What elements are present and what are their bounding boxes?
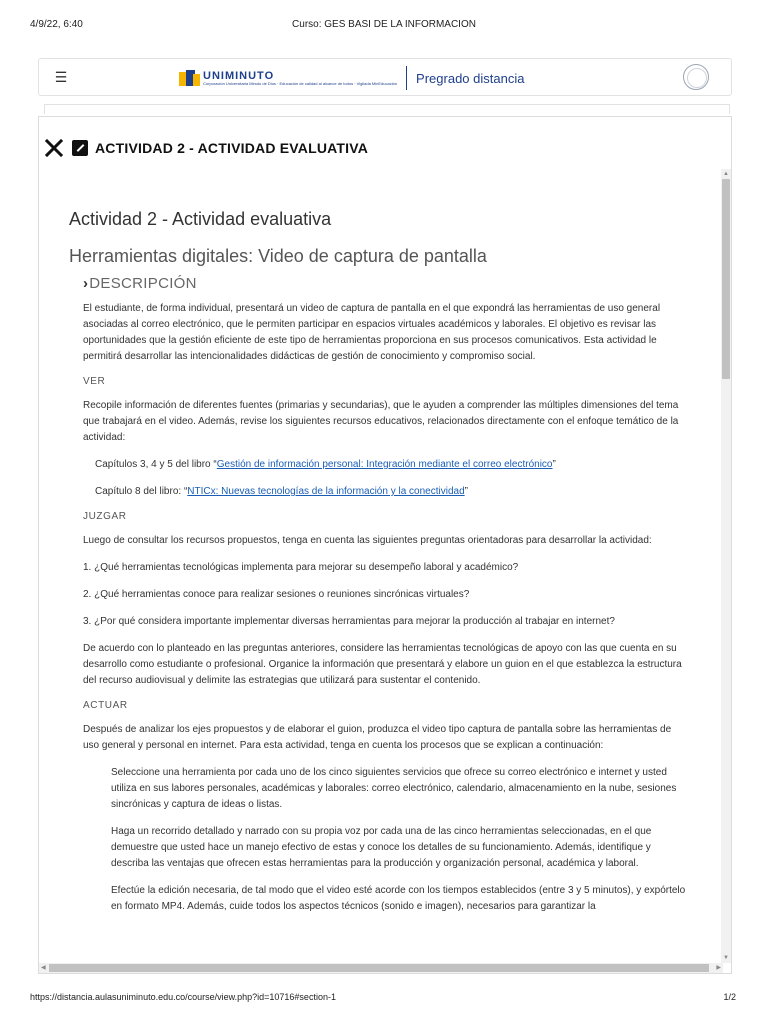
description-heading-label: DESCRIPCIÓN — [89, 275, 197, 292]
logo-name: UNIMINUTO — [203, 69, 275, 82]
ver-paragraph: Recopile información de diferentes fuentes (primarias y secundarias), que le ayuden a comprender las múltiples dimensiones del tema que trabajará en el video. Además, revise los siguientes recursos educativos, relacionados directamente con el enfoque temático de la actividad: — [83, 400, 679, 443]
juzgar-closing: De acuerdo con lo planteado en las preguntas anteriores, considere las herramientas tecnológicas de apoyo con las que cuenta en su desarrollo como estudiante o profesional. Organice la información que presentará y elabore un guion en el que establezca la estructura del recurso audiovisual y delimite las estrategias que utilizará para sustentar el contenido. — [83, 643, 682, 686]
print-url: https://distancia.aulasuniminuto.edu.co/course/view.php?id=10716#section-1 — [30, 992, 336, 1002]
print-title: Curso: GES BASI DE LA INFORMACION — [292, 19, 476, 30]
question-1: 1. ¿Qué herramientas tecnológicas implementa para mejorar su desempeño laboral y académico? — [83, 562, 519, 573]
menu-icon[interactable]: ☰ — [54, 69, 68, 85]
reference-2: Capítulo 8 del libro: “NTICx: Nuevas tecnologías de la información y la conectividad” — [95, 486, 468, 497]
actuar-step-3: Efectúe la edición necesaria, de tal modo que el video esté acorde con los tiempos establecidos (entre 3 y 5 minutos), y expórtelo en formato MP4. Además, cuide todos los aspectos técnicos (sonido e imagen), necesarios para garantizar la — [111, 885, 686, 912]
actuar-step-1: Seleccione una herramienta por cada uno de los cinco siguientes servicios que ofrece su correo electrónico e internet y usted utiliza en sus labores personales, académicas y laborales: correo electrónico, calendario, almacenamiento en la nube, sesiones sincrónicas y captura de ideas o listas. — [111, 767, 677, 810]
top-navbar — [38, 58, 732, 96]
horizontal-scrollbar[interactable] — [39, 963, 723, 973]
scroll-right-icon[interactable]: ▶ — [716, 965, 721, 971]
scroll-left-icon[interactable]: ◀ — [41, 965, 46, 971]
question-2: 2. ¿Qué herramientas conoce para realizar sesiones o reuniones sincrónicas virtuales? — [83, 589, 470, 600]
print-page-number: 1/2 — [723, 992, 736, 1002]
avatar-icon[interactable] — [683, 64, 709, 90]
brand[interactable] — [179, 65, 524, 91]
close-icon[interactable] — [45, 139, 63, 157]
logo-text — [203, 71, 397, 86]
activity-modal — [38, 116, 732, 974]
description-paragraph: El estudiante, de forma individual, presentará un video de captura de pantalla en el que expondrá las herramientas de uso general asociadas al correo electrónico, que le permiten participar en espacios virtuales académicos y laborales. El objetivo es revisar las oportunidades que la gestión eficiente de este tipo de herramientas proporciona en sus procesos comunicativos. Esta actividad le permitirá desarrollar las intencionalidades didácticas de gestión de conocimiento y compromiso social. — [83, 303, 661, 362]
section-ver: VER — [83, 376, 106, 387]
print-header — [0, 0, 768, 48]
actuar-intro: Después de analizar los ejes propuestos y de elaborar el guion, produzca el video tipo captura de pantalla sobre las herramientas de uso general y personal en internet. Para esta actividad, tenga en cuenta los procesos que se explican a continuación: — [83, 724, 672, 751]
vertical-scrollbar[interactable] — [721, 169, 731, 963]
brand-divider — [406, 66, 407, 90]
reference-1: Capítulos 3, 4 y 5 del libro “Gestión de información personal: Integración mediante el correo electrónico” — [95, 459, 556, 470]
reference-2-link[interactable]: NTICx: Nuevas tecnologías de la información y la conectividad — [187, 486, 465, 497]
print-footer — [0, 986, 768, 1016]
print-date: 4/9/22, 6:40 — [30, 19, 83, 30]
section-actuar: ACTUAR — [83, 700, 128, 711]
vertical-scroll-thumb[interactable] — [722, 179, 730, 379]
scroll-up-icon[interactable]: ▲ — [723, 171, 729, 177]
logo-tagline: Corporación Universitaria Minuto de Dios · Educación de calidad al alcance de todos · Vigilada MinEducación — [203, 80, 398, 86]
description-body — [83, 301, 687, 915]
modal-content — [69, 209, 701, 926]
uniminuto-logo — [179, 68, 201, 88]
actuar-step-2: Haga un recorrido detallado y narrado con su propia voz por cada una de las cinco herramientas seleccionadas, en el que demuestre que usted hace un manejo efectivo de estas y conoce los detalles de su funcionamiento. Además, identifique y describa las ventajas que ofrecen estas herramientas para la producción y organización personal, académica y laboral. — [111, 826, 652, 869]
section-juzgar: JUZGAR — [83, 511, 127, 522]
horizontal-scroll-thumb[interactable] — [49, 964, 709, 972]
description-heading — [83, 275, 701, 292]
question-3: 3. ¿Por qué considera importante implementar diversas herramientas para mejorar la producción al trabajar en internet? — [83, 616, 615, 627]
modal-title: ACTIVIDAD 2 - ACTIVIDAD EVALUATIVA — [95, 140, 369, 156]
tool-heading: Herramientas digitales: Video de captura de pantalla — [69, 246, 487, 266]
scroll-down-icon[interactable]: ▼ — [723, 955, 729, 961]
reference-1-link[interactable]: Gestión de información personal: Integración mediante el correo electrónico — [216, 459, 553, 470]
chevron-right-icon: › — [83, 275, 89, 292]
activity-heading: Actividad 2 - Actividad evaluativa — [69, 209, 332, 229]
brand-subtitle: Pregrado distancia — [416, 70, 525, 86]
modal-header — [39, 117, 732, 167]
page-background-strip — [44, 104, 730, 114]
edit-icon[interactable] — [72, 140, 88, 156]
juzgar-intro: Luego de consultar los recursos propuestos, tenga en cuenta las siguientes preguntas orientadoras para desarrollar la actividad: — [83, 535, 652, 546]
